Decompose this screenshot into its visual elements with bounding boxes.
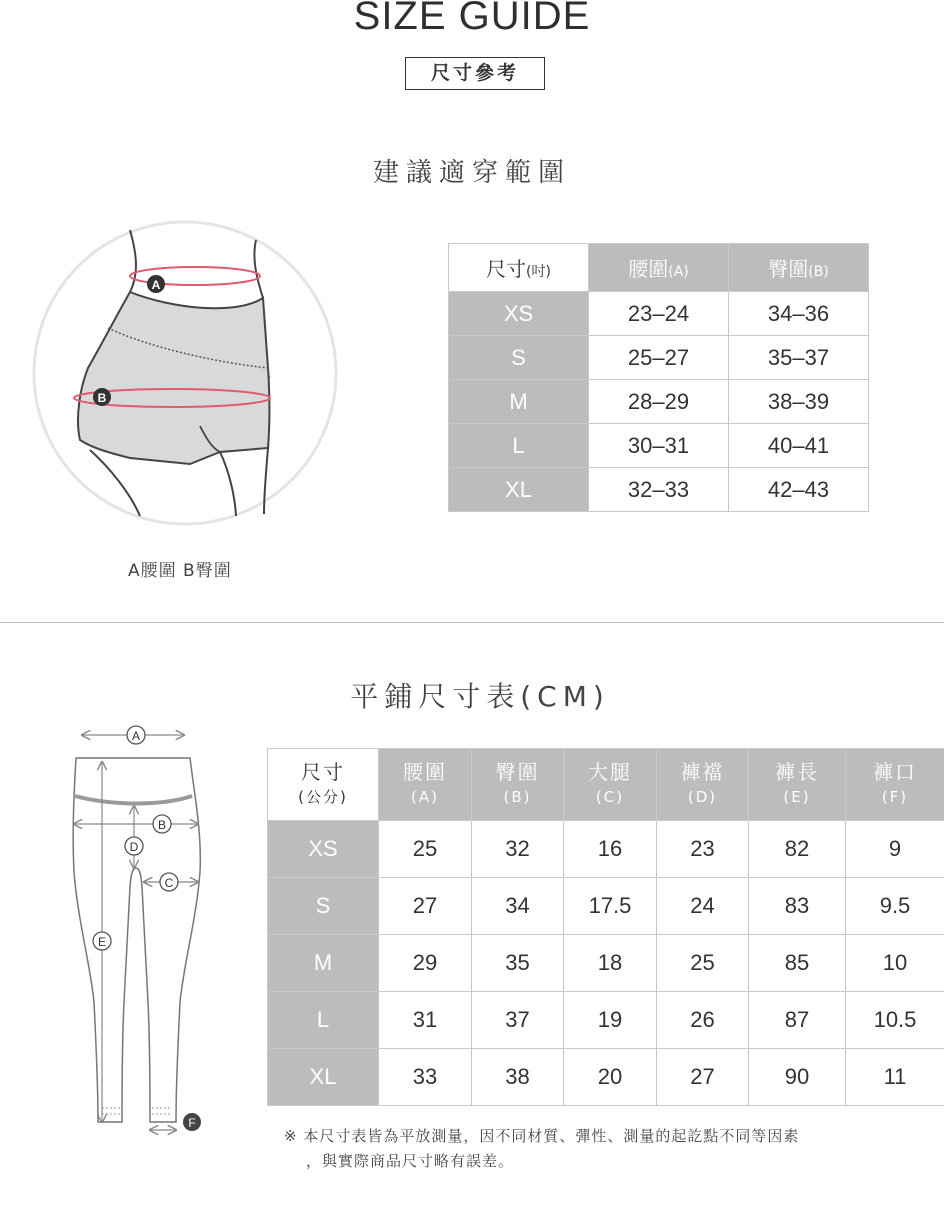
svg-text:A: A — [151, 278, 161, 292]
fit-range-table — [448, 243, 869, 512]
header-waist: 腰圍 (A) — [379, 749, 472, 821]
table-cell: 24 — [657, 878, 749, 935]
table-cell: 11 — [846, 1049, 944, 1106]
hip-cell: 35–37 — [729, 336, 869, 380]
svg-text:F: F — [188, 1116, 196, 1130]
svg-text:C: C — [164, 876, 174, 890]
table-row — [268, 1049, 944, 1106]
header-hem: 褲口 (F) — [846, 749, 944, 821]
svg-text:B: B — [157, 818, 167, 832]
table-cell: 31 — [379, 992, 472, 1049]
size-cell: XS — [449, 292, 589, 336]
table-row — [449, 292, 869, 336]
table-row — [268, 878, 944, 935]
table-row — [268, 935, 944, 992]
section-title-flat-measurements: 平鋪尺寸表(CM) — [350, 680, 610, 713]
marker-a — [147, 275, 165, 293]
hip-cell: 40–41 — [729, 424, 869, 468]
table-cell: 9 — [846, 821, 944, 878]
section-title-fit-range: 建議適穿範圍 — [372, 158, 571, 188]
table-cell: 19 — [564, 992, 657, 1049]
size-cell: XL — [449, 468, 589, 512]
marker-e — [93, 932, 111, 950]
waist-cell: 28–29 — [589, 380, 729, 424]
table-cell: 37 — [472, 992, 564, 1049]
table-row — [449, 424, 869, 468]
header-hip: 臀圍(B) — [729, 244, 869, 292]
marker-d — [125, 837, 143, 855]
marker-f — [183, 1113, 201, 1131]
table-cell: 33 — [379, 1049, 472, 1106]
table-cell: 27 — [379, 878, 472, 935]
size-reference-badge: 尺寸參考 — [405, 57, 545, 90]
table-row — [268, 992, 944, 1049]
table-cell: 83 — [749, 878, 846, 935]
measurement-note — [284, 1124, 799, 1174]
table-cell: 32 — [472, 821, 564, 878]
table-cell: 9.5 — [846, 878, 944, 935]
size-cell: L — [268, 992, 379, 1049]
illustration-caption: A腰圍 B臀圍 — [128, 561, 232, 581]
table-cell: 35 — [472, 935, 564, 992]
table-cell: 17.5 — [564, 878, 657, 935]
hip-cell: 34–36 — [729, 292, 869, 336]
hip-cell: 42–43 — [729, 468, 869, 512]
svg-text:E: E — [97, 935, 107, 949]
header-waist: 腰圍(A) — [589, 244, 729, 292]
table-cell: 10.5 — [846, 992, 944, 1049]
header-rise: 褲襠 (D) — [657, 749, 749, 821]
table-cell: 38 — [472, 1049, 564, 1106]
table-cell: 82 — [749, 821, 846, 878]
table-cell: 18 — [564, 935, 657, 992]
size-cell: S — [268, 878, 379, 935]
header-size: 尺寸 (公分) — [268, 749, 379, 821]
table-cell: 20 — [564, 1049, 657, 1106]
table-row — [449, 468, 869, 512]
leggings-illustration — [62, 722, 212, 1142]
waist-cell: 32–33 — [589, 468, 729, 512]
hip-illustration — [30, 218, 340, 528]
table-header-row — [268, 749, 944, 821]
svg-text:B: B — [97, 391, 107, 405]
hip-cell: 38–39 — [729, 380, 869, 424]
size-cell: XS — [268, 821, 379, 878]
table-cell: 87 — [749, 992, 846, 1049]
svg-text:D: D — [129, 840, 139, 854]
waist-cell: 30–31 — [589, 424, 729, 468]
table-cell: 25 — [379, 821, 472, 878]
note-line-2: ，與實際商品尺寸略有誤差。 — [306, 1152, 515, 1170]
marker-a — [127, 726, 145, 744]
table-row — [268, 821, 944, 878]
marker-c — [160, 873, 178, 891]
table-cell: 10 — [846, 935, 944, 992]
note-line-1: ※ 本尺寸表皆為平放測量，因不同材質、彈性、測量的起訖點不同等因素 — [284, 1127, 800, 1145]
table-row — [449, 336, 869, 380]
table-cell: 90 — [749, 1049, 846, 1106]
section-divider — [0, 622, 944, 623]
table-header-row — [449, 244, 869, 292]
size-cell: XL — [268, 1049, 379, 1106]
flat-measurement-table — [267, 748, 944, 1106]
header-size: 尺寸(吋) — [449, 244, 589, 292]
table-cell: 27 — [657, 1049, 749, 1106]
svg-text:A: A — [131, 729, 141, 743]
table-cell: 25 — [657, 935, 749, 992]
page-title: SIZE GUIDE — [353, 0, 591, 38]
size-cell: L — [449, 424, 589, 468]
table-cell: 34 — [472, 878, 564, 935]
waist-cell: 25–27 — [589, 336, 729, 380]
header-thigh: 大腿 (C) — [564, 749, 657, 821]
table-cell: 16 — [564, 821, 657, 878]
marker-b — [93, 388, 111, 406]
size-cell: M — [268, 935, 379, 992]
size-cell: M — [449, 380, 589, 424]
header-hip: 臀圍 (B) — [472, 749, 564, 821]
table-cell: 26 — [657, 992, 749, 1049]
table-cell: 29 — [379, 935, 472, 992]
waist-cell: 23–24 — [589, 292, 729, 336]
table-cell: 85 — [749, 935, 846, 992]
table-row — [449, 380, 869, 424]
table-cell: 23 — [657, 821, 749, 878]
marker-b — [153, 815, 171, 833]
size-cell: S — [449, 336, 589, 380]
header-length: 褲長 (E) — [749, 749, 846, 821]
